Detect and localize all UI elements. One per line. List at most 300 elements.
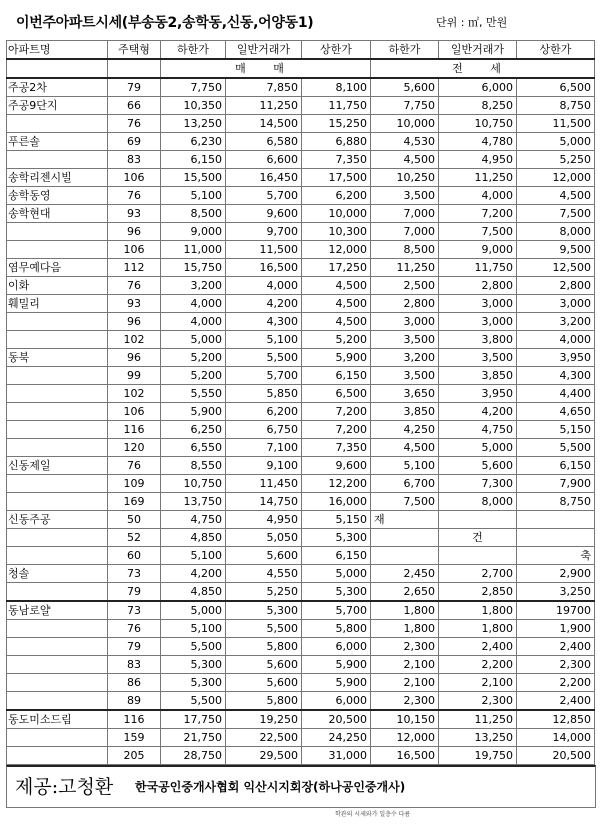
cell-s-avg: 14,500 bbox=[226, 115, 302, 133]
cell-j-high: 5,150 bbox=[517, 421, 595, 439]
cell-apartment-name bbox=[7, 656, 108, 674]
cell-j-low: 4,500 bbox=[371, 151, 439, 169]
cell-apartment-name bbox=[7, 241, 108, 259]
cell-j-high: 2,200 bbox=[517, 674, 595, 692]
cell-s-high: 7,200 bbox=[302, 403, 371, 421]
cell-s-avg: 16,500 bbox=[226, 259, 302, 277]
page-title: 이번주아파트시세(부송동2,송학동,신동,어양동1) bbox=[16, 15, 314, 31]
cell-s-high: 5,200 bbox=[302, 331, 371, 349]
cell-j-low: 3,500 bbox=[371, 367, 439, 385]
unit-label: 단위 : ㎡, 만원 bbox=[436, 16, 508, 29]
table-row bbox=[7, 511, 595, 529]
cell-s-avg: 22,500 bbox=[226, 729, 302, 747]
cell-s-low: 15,500 bbox=[161, 169, 226, 187]
cell-apartment-name: 송학현대 bbox=[7, 205, 108, 223]
cell-s-high: 4,500 bbox=[302, 313, 371, 331]
cell-j-low: 2,100 bbox=[371, 656, 439, 674]
cell-j-low: 2,300 bbox=[371, 692, 439, 711]
cell-s-low: 8,500 bbox=[161, 205, 226, 223]
cell-j-low: 11,250 bbox=[371, 259, 439, 277]
cell-house-type: 205 bbox=[108, 747, 161, 765]
association-label: 한국공인중개사협회 익산시지회장(하나공인중개사) bbox=[135, 780, 406, 794]
column-header-row bbox=[7, 41, 595, 60]
cell-house-type: 93 bbox=[108, 295, 161, 313]
cell-s-avg: 9,600 bbox=[226, 205, 302, 223]
cell-apartment-name bbox=[7, 529, 108, 547]
cell-s-avg: 19,250 bbox=[226, 710, 302, 729]
table-row bbox=[7, 475, 595, 493]
cell-house-type: 86 bbox=[108, 674, 161, 692]
cell-s-low: 5,900 bbox=[161, 403, 226, 421]
cell-house-type: 96 bbox=[108, 349, 161, 367]
cell-s-high: 6,000 bbox=[302, 638, 371, 656]
cell-house-type: 79 bbox=[108, 583, 161, 602]
cell-s-low: 13,750 bbox=[161, 493, 226, 511]
cell-s-high: 8,100 bbox=[302, 78, 371, 97]
cell-apartment-name bbox=[7, 367, 108, 385]
cell-s-low: 11,000 bbox=[161, 241, 226, 259]
cell-apartment-name bbox=[7, 674, 108, 692]
cell-s-avg: 11,250 bbox=[226, 97, 302, 115]
cell-j-avg: 7,200 bbox=[439, 205, 517, 223]
cell-s-avg: 4,950 bbox=[226, 511, 302, 529]
cell-j-avg: 3,850 bbox=[439, 367, 517, 385]
cell-s-low: 5,200 bbox=[161, 367, 226, 385]
cell-j-avg: 7,500 bbox=[439, 223, 517, 241]
cell-j-high: 4,400 bbox=[517, 385, 595, 403]
cell-j-high bbox=[517, 529, 595, 547]
cell-s-low: 4,850 bbox=[161, 583, 226, 602]
col-header-sale-avg: 일반거래가 bbox=[226, 41, 302, 60]
cell-j-high: 19700 bbox=[517, 601, 595, 620]
cell-house-type: 79 bbox=[108, 638, 161, 656]
price-table bbox=[6, 40, 595, 765]
table-row bbox=[7, 692, 595, 711]
cell-s-low: 5,300 bbox=[161, 674, 226, 692]
table-row bbox=[7, 529, 595, 547]
cell-house-type: 66 bbox=[108, 97, 161, 115]
cell-house-type: 76 bbox=[108, 620, 161, 638]
table-row bbox=[7, 674, 595, 692]
cell-s-avg: 6,750 bbox=[226, 421, 302, 439]
cell-s-avg: 7,850 bbox=[226, 78, 302, 97]
cell-j-high: 2,400 bbox=[517, 692, 595, 711]
cell-s-high: 10,300 bbox=[302, 223, 371, 241]
cell-house-type: 96 bbox=[108, 223, 161, 241]
cell-j-high: 2,900 bbox=[517, 565, 595, 583]
cell-j-low: 6,700 bbox=[371, 475, 439, 493]
cell-s-high: 5,300 bbox=[302, 529, 371, 547]
cell-apartment-name bbox=[7, 151, 108, 169]
cell-apartment-name bbox=[7, 223, 108, 241]
cell-s-high: 5,700 bbox=[302, 601, 371, 620]
table-row bbox=[7, 241, 595, 259]
cell-j-low: 10,000 bbox=[371, 115, 439, 133]
cell-j-low: 3,500 bbox=[371, 187, 439, 205]
cell-s-low: 5,000 bbox=[161, 601, 226, 620]
group-header-row bbox=[7, 59, 595, 78]
cell-s-avg: 11,500 bbox=[226, 241, 302, 259]
cell-j-low bbox=[371, 529, 439, 547]
cell-apartment-name bbox=[7, 331, 108, 349]
table-row bbox=[7, 277, 595, 295]
cell-s-high: 5,300 bbox=[302, 583, 371, 602]
cell-s-low: 13,250 bbox=[161, 115, 226, 133]
cell-j-low: 2,650 bbox=[371, 583, 439, 602]
cell-j-low: 2,450 bbox=[371, 565, 439, 583]
cell-j-high: 7,500 bbox=[517, 205, 595, 223]
cell-j-avg: 10,750 bbox=[439, 115, 517, 133]
cell-j-avg: 4,000 bbox=[439, 187, 517, 205]
cell-j-low: 8,500 bbox=[371, 241, 439, 259]
cell-s-avg: 6,600 bbox=[226, 151, 302, 169]
cell-j-avg: 1,800 bbox=[439, 601, 517, 620]
cell-s-low: 3,200 bbox=[161, 277, 226, 295]
cell-house-type: 50 bbox=[108, 511, 161, 529]
cell-j-low: 2,800 bbox=[371, 295, 439, 313]
cell-j-avg: 4,200 bbox=[439, 403, 517, 421]
table-row bbox=[7, 133, 595, 151]
cell-j-low: 5,100 bbox=[371, 457, 439, 475]
cell-s-avg: 5,700 bbox=[226, 187, 302, 205]
cell-s-high: 17,250 bbox=[302, 259, 371, 277]
table-row bbox=[7, 313, 595, 331]
cell-s-high: 6,150 bbox=[302, 547, 371, 565]
cell-j-high bbox=[517, 511, 595, 529]
cell-s-low: 8,550 bbox=[161, 457, 226, 475]
cell-j-low: 10,150 bbox=[371, 710, 439, 729]
cell-s-high: 20,500 bbox=[302, 710, 371, 729]
cell-j-avg: 19,750 bbox=[439, 747, 517, 765]
cell-j-low: 3,200 bbox=[371, 349, 439, 367]
cell-house-type: 69 bbox=[108, 133, 161, 151]
cell-apartment-name: 동남로얄 bbox=[7, 601, 108, 620]
cell-s-high: 5,800 bbox=[302, 620, 371, 638]
cell-s-low: 28,750 bbox=[161, 747, 226, 765]
table-row bbox=[7, 97, 595, 115]
cell-s-low: 5,200 bbox=[161, 349, 226, 367]
cell-s-high: 24,250 bbox=[302, 729, 371, 747]
cell-j-low: 3,850 bbox=[371, 403, 439, 421]
cell-house-type: 76 bbox=[108, 457, 161, 475]
cell-s-high: 6,200 bbox=[302, 187, 371, 205]
cell-j-high: 4,300 bbox=[517, 367, 595, 385]
table-row bbox=[7, 205, 595, 223]
cell-s-avg: 9,100 bbox=[226, 457, 302, 475]
cell-s-high: 7,350 bbox=[302, 151, 371, 169]
cell-j-high: 4,500 bbox=[517, 187, 595, 205]
cell-s-low: 4,750 bbox=[161, 511, 226, 529]
cell-j-avg: 5,600 bbox=[439, 457, 517, 475]
cell-s-avg: 5,600 bbox=[226, 547, 302, 565]
cell-j-avg: 3,500 bbox=[439, 349, 517, 367]
table-row bbox=[7, 457, 595, 475]
cell-house-type: 76 bbox=[108, 187, 161, 205]
cell-j-avg: 5,000 bbox=[439, 439, 517, 457]
cell-j-high: 12,500 bbox=[517, 259, 595, 277]
table-row bbox=[7, 223, 595, 241]
cell-j-avg bbox=[439, 547, 517, 565]
cell-j-high: 4,650 bbox=[517, 403, 595, 421]
cell-house-type: 112 bbox=[108, 259, 161, 277]
table-row bbox=[7, 367, 595, 385]
cell-j-high: 12,000 bbox=[517, 169, 595, 187]
table-row bbox=[7, 439, 595, 457]
cell-j-high: 14,000 bbox=[517, 729, 595, 747]
table-row bbox=[7, 601, 595, 620]
cell-apartment-name bbox=[7, 547, 108, 565]
cell-j-low: 2,300 bbox=[371, 638, 439, 656]
cell-s-low: 6,230 bbox=[161, 133, 226, 151]
table-row bbox=[7, 729, 595, 747]
cell-j-low: 12,000 bbox=[371, 729, 439, 747]
table-row bbox=[7, 187, 595, 205]
cell-j-avg: 9,000 bbox=[439, 241, 517, 259]
cell-j-avg: 11,250 bbox=[439, 710, 517, 729]
cell-s-high: 5,000 bbox=[302, 565, 371, 583]
cell-house-type: 102 bbox=[108, 385, 161, 403]
cell-apartment-name: 주공9단지 bbox=[7, 97, 108, 115]
table-row bbox=[7, 493, 595, 511]
cell-j-high: 2,400 bbox=[517, 638, 595, 656]
cell-s-low: 10,750 bbox=[161, 475, 226, 493]
cell-s-avg: 6,580 bbox=[226, 133, 302, 151]
cell-j-avg: 13,250 bbox=[439, 729, 517, 747]
cell-s-low: 7,750 bbox=[161, 78, 226, 97]
table-row bbox=[7, 547, 595, 565]
table-row bbox=[7, 710, 595, 729]
cell-apartment-name bbox=[7, 313, 108, 331]
cell-house-type: 169 bbox=[108, 493, 161, 511]
footer-note: 학관의 시세와가 일층수 다름 bbox=[335, 811, 411, 818]
cell-house-type: 116 bbox=[108, 421, 161, 439]
cell-j-low: 3,500 bbox=[371, 331, 439, 349]
cell-s-avg: 7,100 bbox=[226, 439, 302, 457]
col-header-sale-high: 상한가 bbox=[302, 41, 371, 60]
cell-j-high: 5,500 bbox=[517, 439, 595, 457]
col-header-type: 주택형 bbox=[108, 41, 161, 60]
cell-j-high: 5,250 bbox=[517, 151, 595, 169]
cell-s-low: 17,750 bbox=[161, 710, 226, 729]
cell-house-type: 93 bbox=[108, 205, 161, 223]
cell-s-low: 5,100 bbox=[161, 547, 226, 565]
cell-s-high: 16,000 bbox=[302, 493, 371, 511]
table-row bbox=[7, 403, 595, 421]
cell-s-avg: 4,000 bbox=[226, 277, 302, 295]
cell-j-low: 1,800 bbox=[371, 620, 439, 638]
table-row bbox=[7, 331, 595, 349]
cell-j-avg: 4,780 bbox=[439, 133, 517, 151]
cell-s-low: 5,300 bbox=[161, 656, 226, 674]
cell-s-avg: 5,250 bbox=[226, 583, 302, 602]
cell-s-high: 5,900 bbox=[302, 674, 371, 692]
cell-j-high: 8,750 bbox=[517, 493, 595, 511]
table-row bbox=[7, 747, 595, 765]
cell-j-high: 12,850 bbox=[517, 710, 595, 729]
cell-j-avg: 3,000 bbox=[439, 313, 517, 331]
cell-s-avg: 5,500 bbox=[226, 349, 302, 367]
table-row bbox=[7, 385, 595, 403]
cell-j-avg: 11,250 bbox=[439, 169, 517, 187]
cell-apartment-name bbox=[7, 692, 108, 711]
cell-apartment-name bbox=[7, 475, 108, 493]
cell-s-avg: 5,050 bbox=[226, 529, 302, 547]
cell-s-high: 5,900 bbox=[302, 656, 371, 674]
footer bbox=[6, 765, 596, 808]
cell-j-high: 9,500 bbox=[517, 241, 595, 259]
cell-s-high: 6,000 bbox=[302, 692, 371, 711]
table-row bbox=[7, 259, 595, 277]
table-row bbox=[7, 151, 595, 169]
cell-s-high: 12,000 bbox=[302, 241, 371, 259]
cell-s-high: 7,200 bbox=[302, 421, 371, 439]
page-header bbox=[6, 10, 594, 34]
cell-apartment-name bbox=[7, 638, 108, 656]
table-body bbox=[7, 78, 595, 765]
cell-j-avg: 3,800 bbox=[439, 331, 517, 349]
cell-j-avg: 7,300 bbox=[439, 475, 517, 493]
col-header-jeonse-low: 하한가 bbox=[371, 41, 439, 60]
table-row bbox=[7, 638, 595, 656]
cell-house-type: 120 bbox=[108, 439, 161, 457]
cell-s-avg: 5,600 bbox=[226, 674, 302, 692]
cell-s-avg: 5,500 bbox=[226, 620, 302, 638]
cell-s-avg: 5,600 bbox=[226, 656, 302, 674]
cell-s-high: 4,500 bbox=[302, 277, 371, 295]
cell-j-low: 7,000 bbox=[371, 223, 439, 241]
cell-s-avg: 4,200 bbox=[226, 295, 302, 313]
cell-s-avg: 9,700 bbox=[226, 223, 302, 241]
cell-apartment-name: 신동주공 bbox=[7, 511, 108, 529]
cell-j-high: 8,000 bbox=[517, 223, 595, 241]
cell-s-avg: 29,500 bbox=[226, 747, 302, 765]
cell-j-avg: 2,200 bbox=[439, 656, 517, 674]
cell-j-high: 3,000 bbox=[517, 295, 595, 313]
cell-j-avg bbox=[439, 511, 517, 529]
cell-apartment-name: 이화 bbox=[7, 277, 108, 295]
cell-s-low: 5,100 bbox=[161, 187, 226, 205]
table-row bbox=[7, 78, 595, 97]
cell-s-high: 6,500 bbox=[302, 385, 371, 403]
col-header-sale-low: 하한가 bbox=[161, 41, 226, 60]
cell-house-type: 109 bbox=[108, 475, 161, 493]
cell-apartment-name bbox=[7, 620, 108, 638]
col-header-jeonse-high: 상한가 bbox=[517, 41, 595, 60]
cell-j-low: 4,500 bbox=[371, 439, 439, 457]
cell-apartment-name: 신동제일 bbox=[7, 457, 108, 475]
cell-j-low: 10,250 bbox=[371, 169, 439, 187]
cell-j-avg: 3,000 bbox=[439, 295, 517, 313]
table-row bbox=[7, 295, 595, 313]
cell-apartment-name: 주공2차 bbox=[7, 78, 108, 97]
cell-j-avg: 2,300 bbox=[439, 692, 517, 711]
cell-s-low: 4,000 bbox=[161, 295, 226, 313]
cell-s-high: 4,500 bbox=[302, 295, 371, 313]
cell-house-type: 52 bbox=[108, 529, 161, 547]
cell-j-avg: 1,800 bbox=[439, 620, 517, 638]
cell-s-low: 6,150 bbox=[161, 151, 226, 169]
cell-s-avg: 4,550 bbox=[226, 565, 302, 583]
cell-j-low: 7,750 bbox=[371, 97, 439, 115]
cell-s-avg: 4,300 bbox=[226, 313, 302, 331]
cell-j-avg: 2,100 bbox=[439, 674, 517, 692]
cell-j-low: 7,500 bbox=[371, 493, 439, 511]
table-row bbox=[7, 421, 595, 439]
cell-j-low: 16,500 bbox=[371, 747, 439, 765]
cell-j-high: 2,800 bbox=[517, 277, 595, 295]
cell-s-high: 6,150 bbox=[302, 367, 371, 385]
cell-j-low bbox=[371, 547, 439, 565]
cell-j-high: 4,000 bbox=[517, 331, 595, 349]
cell-s-high: 12,200 bbox=[302, 475, 371, 493]
cell-s-avg: 5,800 bbox=[226, 638, 302, 656]
cell-house-type: 83 bbox=[108, 151, 161, 169]
cell-s-low: 5,000 bbox=[161, 331, 226, 349]
cell-apartment-name: 동북 bbox=[7, 349, 108, 367]
provider-label: 제공:고청환 bbox=[15, 776, 114, 798]
cell-j-low: 1,800 bbox=[371, 601, 439, 620]
cell-house-type: 76 bbox=[108, 277, 161, 295]
cell-s-low: 4,000 bbox=[161, 313, 226, 331]
cell-s-low: 9,000 bbox=[161, 223, 226, 241]
cell-apartment-name bbox=[7, 439, 108, 457]
cell-j-avg: 2,700 bbox=[439, 565, 517, 583]
cell-j-avg: 3,950 bbox=[439, 385, 517, 403]
cell-j-avg: 건 bbox=[439, 529, 517, 547]
cell-s-high: 31,000 bbox=[302, 747, 371, 765]
cell-s-avg: 11,450 bbox=[226, 475, 302, 493]
col-header-jeonse-avg: 일반거래가 bbox=[439, 41, 517, 60]
cell-house-type: 106 bbox=[108, 403, 161, 421]
cell-apartment-name bbox=[7, 747, 108, 765]
cell-house-type: 159 bbox=[108, 729, 161, 747]
cell-apartment-name bbox=[7, 729, 108, 747]
cell-s-avg: 5,800 bbox=[226, 692, 302, 711]
cell-apartment-name: 청솔 bbox=[7, 565, 108, 583]
cell-j-low: 재 bbox=[371, 511, 439, 529]
cell-j-avg: 2,800 bbox=[439, 277, 517, 295]
cell-s-high: 15,250 bbox=[302, 115, 371, 133]
cell-j-high: 5,000 bbox=[517, 133, 595, 151]
table-row bbox=[7, 115, 595, 133]
cell-s-low: 4,850 bbox=[161, 529, 226, 547]
cell-j-avg: 4,950 bbox=[439, 151, 517, 169]
cell-j-avg: 2,850 bbox=[439, 583, 517, 602]
cell-j-high: 2,300 bbox=[517, 656, 595, 674]
cell-s-avg: 5,700 bbox=[226, 367, 302, 385]
cell-s-low: 6,250 bbox=[161, 421, 226, 439]
table-row bbox=[7, 565, 595, 583]
cell-j-low: 3,000 bbox=[371, 313, 439, 331]
cell-j-low: 5,600 bbox=[371, 78, 439, 97]
cell-j-low: 2,500 bbox=[371, 277, 439, 295]
cell-s-high: 7,350 bbox=[302, 439, 371, 457]
table-row bbox=[7, 620, 595, 638]
cell-s-high: 5,900 bbox=[302, 349, 371, 367]
cell-house-type: 79 bbox=[108, 78, 161, 97]
cell-apartment-name bbox=[7, 583, 108, 602]
table-row bbox=[7, 349, 595, 367]
table-row bbox=[7, 583, 595, 602]
cell-j-high: 7,900 bbox=[517, 475, 595, 493]
cell-s-avg: 5,850 bbox=[226, 385, 302, 403]
cell-s-avg: 14,750 bbox=[226, 493, 302, 511]
cell-j-avg: 8,000 bbox=[439, 493, 517, 511]
cell-house-type: 60 bbox=[108, 547, 161, 565]
cell-j-avg: 4,750 bbox=[439, 421, 517, 439]
cell-s-low: 5,550 bbox=[161, 385, 226, 403]
group-sale-label: 매 매 bbox=[161, 59, 371, 78]
